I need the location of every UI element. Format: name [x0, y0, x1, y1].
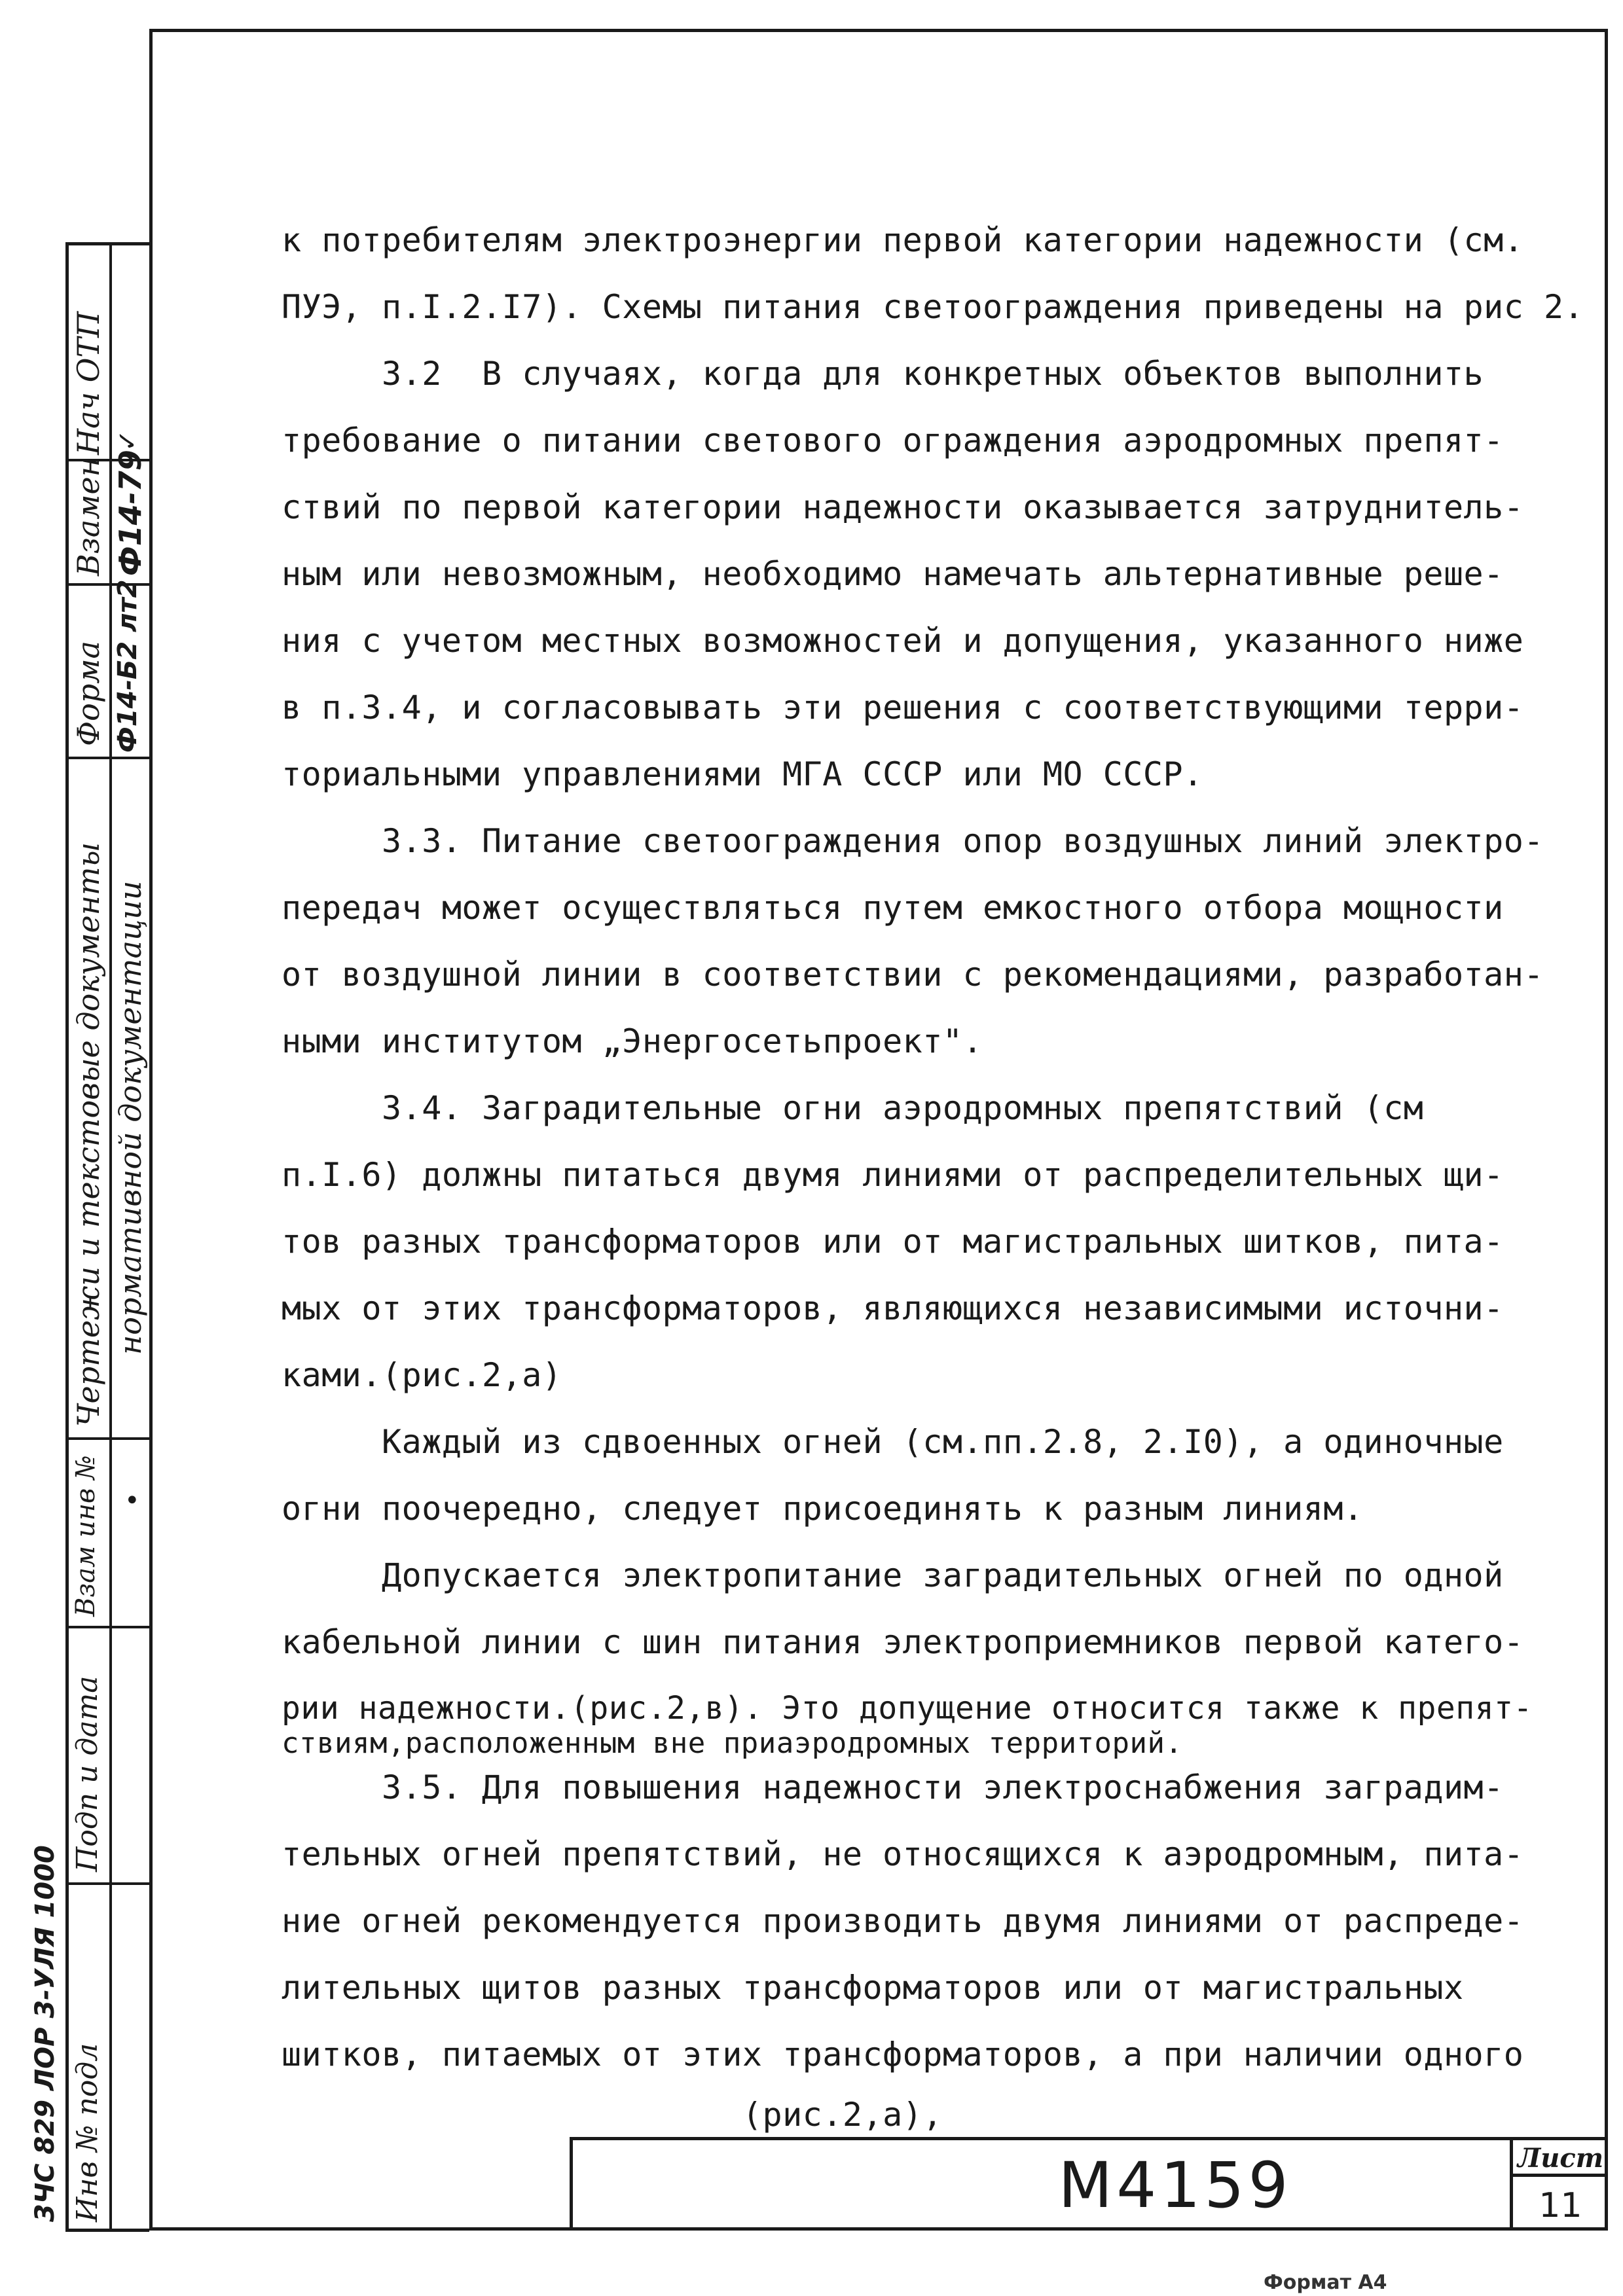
text-line: ствий по первой категории надежности оказывается затруднитель-: [282, 488, 1524, 526]
text-line: 3.2 В случаях, когда для конкретных объектов выполнить: [282, 355, 1484, 393]
stamp-vzam-inv: Взам инв №: [71, 1455, 101, 1617]
document-code: М4159: [1058, 2149, 1292, 2222]
sheet-number: 11: [1539, 2186, 1582, 2225]
text-line: лительных щитов разных трансформаторов или от магистральных: [282, 1969, 1464, 2007]
text-line: огни поочередно, следует присоединять к разным линиям.: [282, 1490, 1364, 1528]
text-line: тельных огней препятствий, не относящихся к аэродромным, пита-: [282, 1835, 1524, 1873]
text-line: требование о питании светового ограждения аэродромных препят-: [282, 422, 1504, 459]
text-line: кабельной линии с шин питания электроприемников первой катего-: [282, 1623, 1524, 1661]
text-line: ным или невозможным, необходимо намечать альтернативные реше-: [282, 555, 1504, 593]
text-line: 3.5. Для повышения надежности электроснабжения заградим-: [282, 1768, 1504, 1806]
stamp-nach-otp: Нач ОТП: [71, 311, 106, 455]
text-line: к потребителям электроэнергии первой категории надежности (см.: [282, 221, 1524, 259]
stamp-forma: Форма: [71, 641, 106, 746]
stamp-vzamen: Взамен: [71, 457, 106, 576]
text-line: ния с учетом местных возможностей и допущения, указанного ниже: [282, 622, 1524, 660]
stamp-section-title: Чертежи и текстовые документы: [71, 842, 106, 1427]
text-line: передач может осуществляться путем емкостного отбора мощности: [282, 889, 1504, 927]
text-line: 3.4. Заградительные огни аэродромных препятствий (см: [282, 1089, 1424, 1127]
text-line: (рис.2,а),: [282, 2096, 943, 2134]
text-line: тов разных трансформаторов или от магистральных шитков, пита-: [282, 1223, 1504, 1261]
stamp-inv-podl: Инв № подл: [71, 2043, 104, 2222]
title-block: [570, 2137, 1608, 2231]
text-line: Допускается электропитание заградительных огней по одной: [282, 1556, 1504, 1594]
text-line: ние огней рекомендуется производить двумя линиями от распреде-: [282, 1902, 1524, 1940]
sheet-label: Лист: [1513, 2144, 1608, 2177]
text-line: ториальными управлениями МГА СССР или МО СССР.: [282, 755, 1203, 793]
stamp-podp-data: Подп и дата: [71, 1676, 104, 1872]
text-line: п.I.6) должны питаться двумя линиями от распределительных щи-: [282, 1156, 1504, 1194]
text-line: от воздушной линии в соответствии с рекомендациями, разработан-: [282, 956, 1544, 994]
text-line: ными институтом „Энергосетьпроект".: [282, 1022, 983, 1060]
text-line: в п.3.4, и согласовывать эти решения с соответствующими терри-: [282, 689, 1524, 726]
text-line: Каждый из сдвоенных огней (см.пп.2.8, 2.I0), а одиночные: [282, 1423, 1504, 1461]
stamp-vzamen-value: Ф14-79: [113, 450, 148, 576]
sheet-cell: [1510, 2140, 1608, 2231]
text-line: ками.(рис.2,а): [282, 1356, 562, 1394]
text-line: рии надежности.(рис.2,в). Это допущение относится также к препят-: [282, 1690, 1533, 1727]
text-line: ПУЭ, п.I.2.I7). Схемы питания светоограждения приведены на рис 2.: [282, 288, 1584, 326]
text-line: шитков, питаемых от этих трансформаторов, а при наличии одного: [282, 2036, 1524, 2073]
stamp-forma-value: Ф14-Б2 лт2: [113, 579, 143, 753]
text-line: мых от этих трансформаторов, являющихся независимыми источни-: [282, 1289, 1504, 1327]
stamp-inv-handwritten: 3ЧС 829 ЛОР 3-УЛЯ 1000: [30, 1845, 60, 2222]
text-line: 3.3. Питание светоограждения опор воздушных линий электро-: [282, 822, 1544, 860]
stamp-dot: •: [124, 1486, 140, 1516]
text-line: ствиям,расположенным вне приаэродромных территорий.: [282, 1727, 1183, 1760]
format-label: Формат А4: [1264, 2271, 1387, 2294]
stamp-section-subtitle: нормативной документации: [113, 880, 148, 1355]
stamp-signature: ✓: [113, 429, 143, 452]
